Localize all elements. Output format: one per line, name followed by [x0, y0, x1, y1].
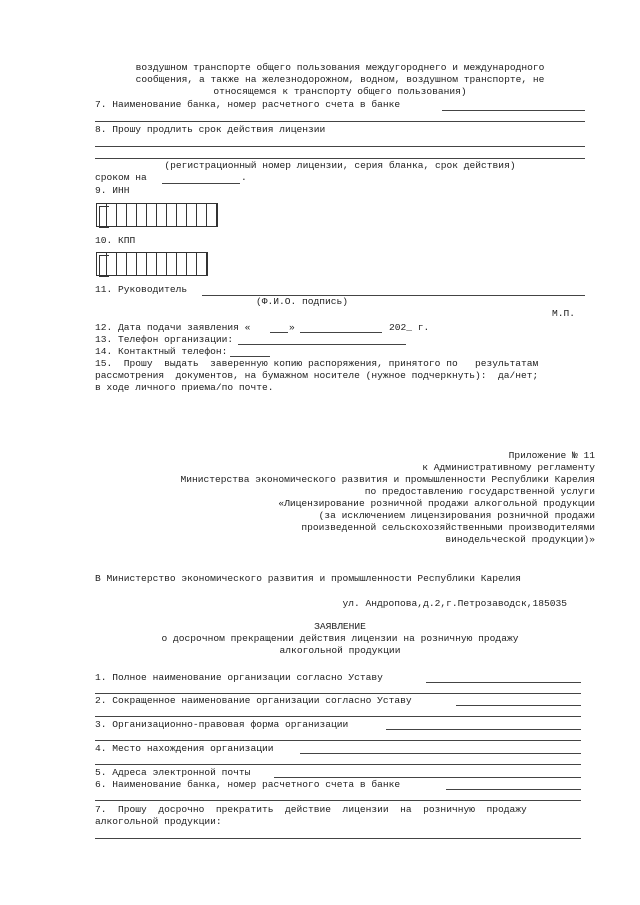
- kpp-boxes[interactable]: [96, 252, 208, 276]
- form2-field-6-label: 6. Наименование банка, номер расчетного счета в банке: [95, 779, 401, 790]
- addressee-address: ул. Андропова,д.2,г.Петрозаводск,185035: [342, 598, 567, 609]
- addressee-line: В Министерство экономического развития и промышленности Республики Карелия: [95, 573, 522, 584]
- appendix-line: произведенной сельскохозяйственными производителями: [301, 522, 595, 533]
- form2-field-1-blank[interactable]: [426, 682, 581, 683]
- form2-field-2-blank-2[interactable]: [95, 716, 581, 717]
- text-line: относящемся к транспорту общего пользования): [213, 86, 467, 97]
- contact-phone-blank[interactable]: [230, 356, 270, 357]
- appendix-line: по предоставлению государственной услуги: [364, 486, 595, 497]
- stamp-place: М.П.: [552, 308, 576, 319]
- date-label: 12. Дата подачи заявления «: [95, 322, 251, 333]
- term-dot: .: [241, 172, 247, 183]
- form2-field-4-blank[interactable]: [300, 753, 581, 754]
- form2-field-3-blank[interactable]: [386, 729, 581, 730]
- term-label: сроком на: [95, 172, 147, 183]
- field-8-hint: (регистрационный номер лицензии, серия бланка, срок действия): [164, 160, 516, 171]
- field-8-blank-2[interactable]: [95, 158, 585, 159]
- field-8-blank[interactable]: [95, 146, 585, 147]
- field-15-line: в ходе личного приема/по почте.: [95, 382, 274, 393]
- text-line: воздушном транспорте общего пользования междугороднего и международного: [135, 62, 545, 73]
- form2-field-4-label: 4. Место нахождения организации: [95, 743, 274, 754]
- inn-boxes[interactable]: [96, 203, 218, 227]
- form2-field-1-label: 1. Полное наименование организации согласно Уставу: [95, 672, 383, 683]
- term-blank[interactable]: [162, 183, 240, 184]
- statement-subtitle: о досрочном прекращении действия лицензии на розничную продажу: [161, 633, 519, 644]
- form2-field-3-label: 3. Организационно-правовая форма организации: [95, 719, 349, 730]
- field-7-label: 7. Наименование банка, номер расчетного счета в банке: [95, 99, 401, 110]
- head-label: 11. Руководитель: [95, 284, 188, 295]
- kpp-label: 10. КПП: [95, 235, 136, 246]
- field-8-label: 8. Прошу продлить срок действия лицензии: [95, 124, 326, 135]
- field-15-line: 15. Прошу выдать заверенную копию распоряжения, принятого по результатам: [95, 358, 539, 369]
- form2-field-7-line: 7. Прошу досрочно прекратить действие лицензии на розничную продажу: [95, 804, 527, 815]
- appendix-line: Приложение № 11: [508, 450, 595, 461]
- form2-field-6-blank-2[interactable]: [95, 800, 581, 801]
- field-7-blank-2[interactable]: [95, 121, 585, 122]
- field-15-line: рассмотрения документов, на бумажном носителе (нужное подчеркнуть): да/нет;: [95, 370, 539, 381]
- form2-field-6-blank[interactable]: [446, 789, 581, 790]
- head-hint: (Ф.И.О. подпись): [255, 296, 349, 307]
- org-phone-label: 13. Телефон организации:: [95, 334, 234, 345]
- org-phone-blank[interactable]: [238, 344, 406, 345]
- form2-field-3-blank-2[interactable]: [95, 740, 581, 741]
- date-quote: »: [289, 322, 295, 333]
- date-day-blank[interactable]: [270, 332, 288, 333]
- statement-subtitle: алкогольной продукции: [279, 645, 401, 656]
- appendix-line: (за исключением лицензирования розничной продажи: [318, 510, 595, 521]
- form2-field-5-label: 5. Адреса электронной почты: [95, 767, 251, 778]
- statement-title: ЗАЯВЛЕНИЕ: [314, 621, 366, 632]
- field-7-blank[interactable]: [442, 110, 585, 111]
- date-month-blank[interactable]: [300, 332, 382, 333]
- form2-field-7-blank[interactable]: [95, 838, 581, 839]
- inn-label: 9. ИНН: [95, 185, 130, 196]
- appendix-line: винодельческой продукции)»: [445, 534, 595, 545]
- text-line: сообщения, а также на железнодорожном, водном, воздушном транспорте, не: [135, 74, 545, 85]
- form2-field-4-blank-2[interactable]: [95, 764, 581, 765]
- form2-field-1-blank-2[interactable]: [95, 693, 581, 694]
- form2-field-2-blank[interactable]: [456, 705, 581, 706]
- appendix-line: к Административному регламенту: [422, 462, 595, 473]
- form2-field-2-label: 2. Сокращенное наименование организации согласно Уставу: [95, 695, 412, 706]
- appendix-line: Министерства экономического развития и промышленности Республики Карелия: [180, 474, 595, 485]
- contact-phone-label: 14. Контактный телефон:: [95, 346, 228, 357]
- date-year: 202_ г.: [389, 322, 430, 333]
- form2-field-5-blank[interactable]: [274, 777, 581, 778]
- appendix-line: «Лицензирование розничной продажи алкогольной продукции: [278, 498, 595, 509]
- form2-field-7-line: алкогольной продукции:: [95, 816, 222, 827]
